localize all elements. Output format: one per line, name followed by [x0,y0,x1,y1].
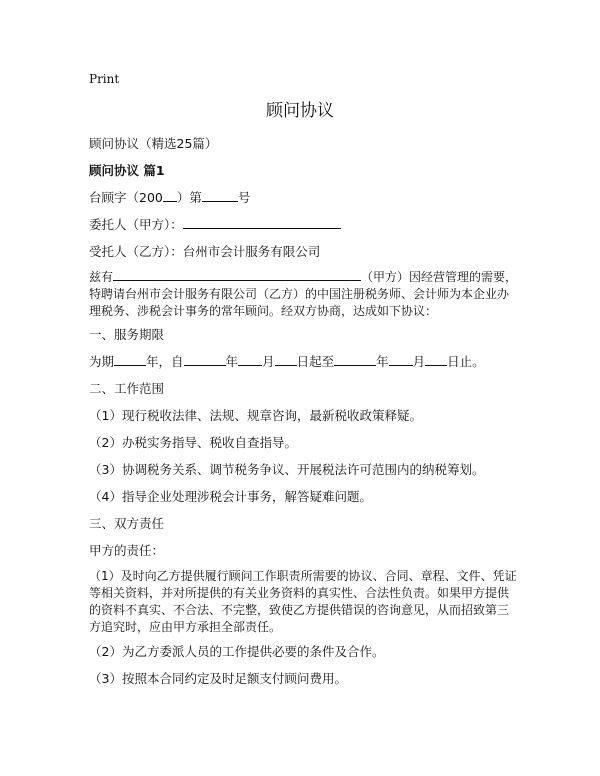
intro-paragraph [89,268,519,320]
term-text-b: 年，自 [146,354,184,369]
duty-paragraph-1: （1）及时向乙方提供履行顾问工作职责所需要的协议、合同、章程、文件、凭证等相关资料，并对所提供的有关业务资料的真实性、合法性负责。如果甲方提供的资料不真实、不合法、不完整，致使乙方提供错误的咨询意见，从而招致第三方追究时，应由甲方承担全部责任。 [89,569,517,634]
term-text-h: 日止。 [447,354,485,369]
term-text-a: 为期 [89,354,115,369]
end-day-blank [425,353,447,366]
document-subtitle: 顾问协议（精选25篇） [89,136,218,151]
doc-number-line [89,188,250,206]
duty-item-2: （2）为乙方委派人员的工作提供必要的条件及合作。 [89,644,385,659]
print-label[interactable]: Print [89,72,120,86]
term-text-d: 月 [262,354,275,369]
end-month-blank [389,353,413,366]
agent-line [89,242,320,260]
doc-year-blank [163,189,177,202]
doc-no-prefix: 台顾字（200 [89,190,163,205]
scope-item: （3）协调税务关系、调节税务争议、开展税法许可范围内的纳税筹划。 [89,462,485,477]
page-title: 顾问协议 [266,101,334,121]
start-day-blank [275,353,297,366]
term-text-f: 年 [376,354,389,369]
responsibility-heading: 三、双方责任 [89,516,165,531]
agent-name: 台州市会计服务有限公司 [182,244,321,259]
client-blank [183,216,341,229]
intro-prefix: 兹有 [89,270,114,284]
start-month-blank [238,353,262,366]
scope-heading: 二、工作范围 [89,381,165,396]
term-years-blank [114,353,146,366]
term-text-g: 月 [412,354,426,369]
scope-item: （2）办税实务指导、税收自查指导。 [89,435,297,450]
doc-no-middle: ）第 [176,190,202,205]
end-year-blank [334,353,376,366]
section-heading: 顾问协议 篇1 [89,163,165,178]
party-a-heading: 甲方的责任： [89,543,165,558]
client-line [89,215,341,233]
duty-item-3: （3）按照本合同约定及时足额支付顾问费用。 [89,671,347,686]
party-a-blank [113,268,361,281]
scope-item: （4）指导企业处理涉税会计事务，解答疑难问题。 [89,489,372,504]
doc-no-suffix: 号 [237,190,251,205]
intro-party-text: （甲方）因经营管理的需要， [361,270,518,284]
term-line [89,352,485,370]
term-text-c: 年 [225,354,239,369]
intro-body: 特聘请台州市会计服务有限公司（乙方）的中国注册税务师、会计师为本企业办理税务、涉税会计事务的常年顾问。经双方协商，达成如下协议： [89,287,510,318]
client-label: 委托人（甲方）： [89,217,183,232]
start-year-blank [184,353,226,366]
doc-number-blank [202,189,238,202]
term-heading: 一、服务期限 [89,327,165,342]
term-text-e: 日起至 [296,354,335,369]
agent-label: 受托人（乙方）： [89,244,183,259]
scope-item: （1）现行税收法律、法规、规章咨询，最新税收政策释疑。 [89,408,422,423]
